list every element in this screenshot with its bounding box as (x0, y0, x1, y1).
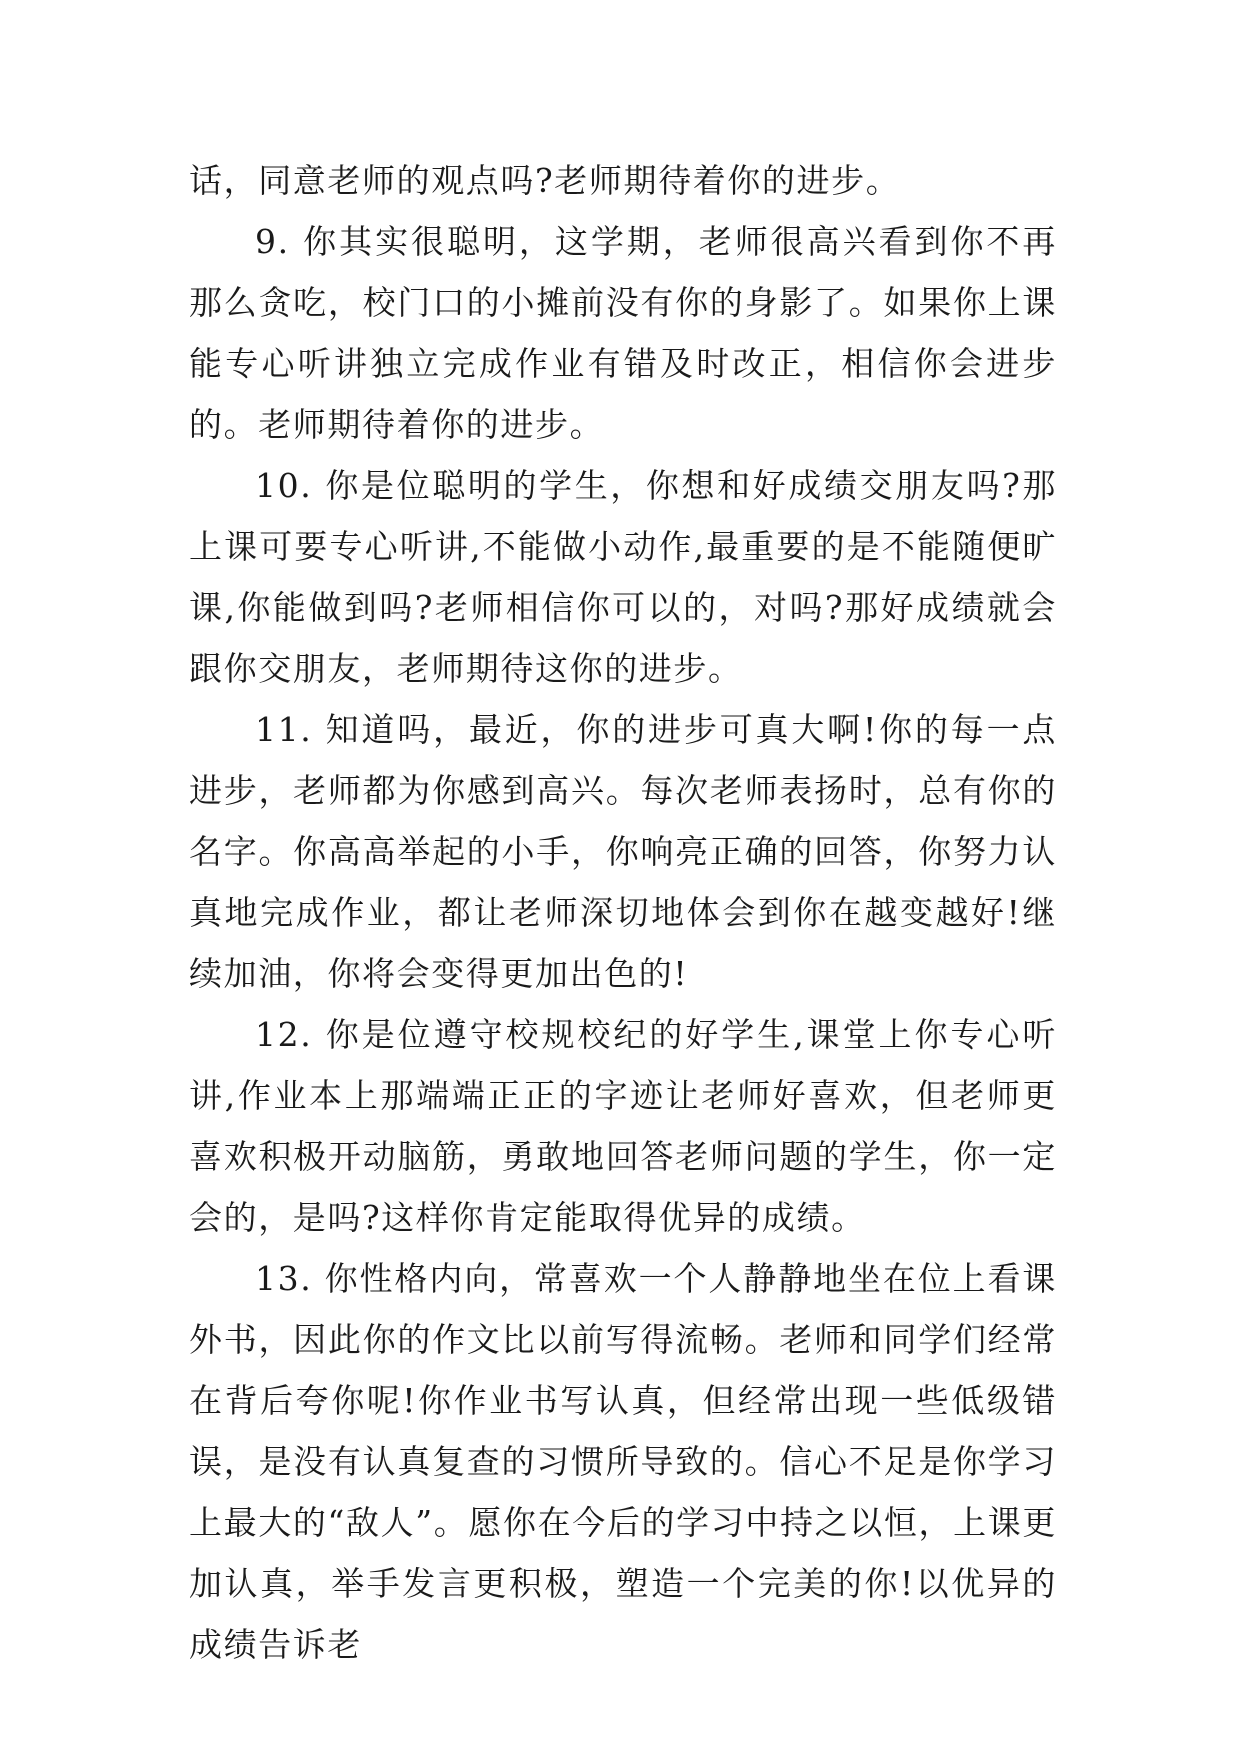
paragraph-10: 10. 你是位聪明的学生，你想和好成绩交朋友吗?那上课可要专心听讲,不能做小动作,最重要的是不能随便旷课,你能做到吗?老师相信你可以的，对吗?那好成绩就会跟你交朋友，老师期待这你的进步。 (189, 466, 1057, 688)
paragraph-11: 11. 知道吗，最近，你的进步可真大啊!你的每一点进步，老师都为你感到高兴。每次老师表扬时，总有你的名字。你高高举起的小手，你响亮正确的回答，你努力认真地完成作业，都让老师深切地体会到你在越变越好!继续加油，你将会变得更加出色的! (189, 710, 1057, 993)
paragraph-13: 13. 你性格内向，常喜欢一个人静静地坐在位上看课外书，因此你的作文比以前写得流畅。老师和同学们经常在背后夸你呢!你作业书写认真，但经常出现一些低级错误，是没有认真复查的习惯所导致的。信心不足是你学习上最大的“敌人”。愿你在今后的学习中持之以恒，上课更加认真，举手发言更积极，塑造一个完美的你!以优异的成绩告诉老 (189, 1259, 1057, 1664)
paragraph-9: 9. 你其实很聪明，这学期，老师很高兴看到你不再那么贪吃，校门口的小摊前没有你的身影了。如果你上课能专心听讲独立完成作业有错及时改正，相信你会进步的。老师期待着你的进步。 (189, 222, 1057, 444)
paragraph-12: 12. 你是位遵守校规校纪的好学生,课堂上你专心听讲,作业本上那端端正正的字迹让老师好喜欢，但老师更喜欢积极开动脑筋，勇敢地回答老师问题的学生，你一定会的，是吗?这样你肯定能取得优异的成绩。 (189, 1015, 1057, 1237)
document-page (189, 150, 1057, 1675)
paragraph-8-continuation: 话，同意老师的观点吗?老师期待着你的进步。 (189, 161, 901, 200)
